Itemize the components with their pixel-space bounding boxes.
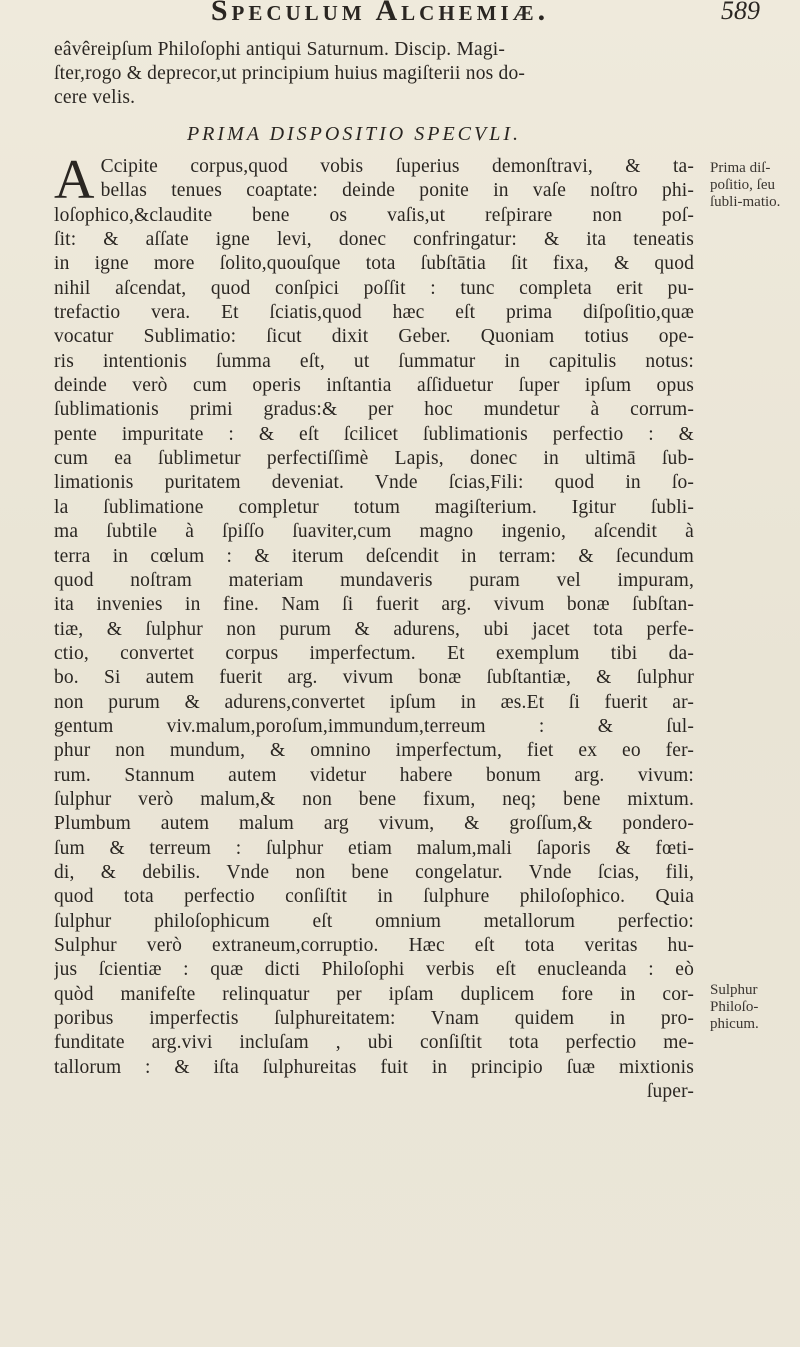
intro-paragraph: [54, 38, 694, 111]
text-line: ſit: & aſſate igne levi, donec confringatur: & ita teneatis: [54, 229, 694, 251]
text-line: bellas tenues coaptate: deinde ponite in vaſe noſtro phi-: [100, 180, 694, 202]
text-line: quod noſtram materiam mundaveris puram vel impuram,: [54, 569, 694, 591]
text-line: limationis puritatem deveniat. Vnde ſcias,Fili: quod in ſo-: [54, 472, 694, 494]
text-line: quod tota perfectio conſiſtit in ſulphure philoſophico. Quia: [54, 886, 694, 908]
page-header: [60, 0, 760, 34]
text-line: pente impuritate : & eſt ſcilicet ſublimationis perfectio : &: [54, 423, 694, 445]
main-paragraph: [54, 149, 694, 1104]
text-line: ſulphur verò malum,& non bene fixum, neq; bene mixtum.: [54, 788, 694, 810]
text-line: nihil aſcendat, quod conſpici poſſit : tunc completa erit pu-: [54, 277, 694, 299]
text-line: ma ſubtile à ſpiſſo ſuaviter,cum magno ingenio, aſcendit à: [54, 521, 694, 543]
text-line: ſublimationis primi gradus:& per hoc mundetur à corrum-: [54, 399, 694, 421]
text-line: ſuper-: [646, 1081, 694, 1103]
text-line: non purum & adurens,convertet ipſum in æs.Et ſi fuerit ar-: [54, 691, 694, 713]
text-line: Sulphur verò extraneum,corruptio. Hæc eſt tota veritas hu-: [54, 935, 694, 956]
text-line: loſophico,&claudite bene os vaſis,ut reſpirare non poſ-: [54, 204, 694, 226]
running-title: Speculum Alchemiæ.: [210, 0, 550, 27]
text-line: ris intentionis ſumma eſt, ut ſummatur in capitulis notus:: [54, 350, 694, 372]
margin-note-prima-dispositio: Prima diſ-poſitio, ſeu ſubli-matio.: [710, 160, 781, 210]
intro-line: eâvêreipſum Philoſophi antiqui Saturnum. Discip. Magi-: [54, 39, 506, 60]
text-line: funditate arg.vivi incluſam , ubi conſiſtit tota perfectio me-: [54, 1032, 694, 1054]
text-line: cum ea ſublimetur perfectiſſimè Lapis, donec in ultimā ſub-: [54, 448, 694, 470]
section-title: PRIMA DISPOSITIO SPECVLI.: [186, 123, 522, 145]
intro-line: ſter,rogo & deprecor,ut principium huius magiſterii nos do-: [54, 63, 526, 85]
text-line: bo. Si autem fuerit arg. vivum bonæ ſubſtantiæ, & ſulphur: [54, 667, 694, 689]
text-line: poribus imperfectis ſulphureitatem: Vnam quidem in pro-: [54, 1008, 694, 1030]
text-line: rum. Stannum autem videtur habere bonum arg. vivum:: [54, 764, 694, 786]
text-line: ſum & terreum : ſulphur etiam malum,mali ſaporis & fœti-: [54, 837, 694, 859]
text-line: trefactio vera. Et ſciatis,quod hæc eſt prima diſpoſitio,quæ: [54, 302, 694, 324]
text-line: gentum viv.malum,poroſum,immundum,terreum : & ſul-: [54, 715, 694, 737]
drop-cap: A: [54, 149, 95, 211]
text-line: ſulphur philoſophicum eſt omnium metallorum perfectio:: [54, 910, 694, 932]
text-line: tiæ, & ſulphur non purum & adurens, ubi jacet tota perfe-: [54, 618, 694, 640]
text-line: phur non mundum, & omnino imperfectum, fiet ex eo fer-: [54, 740, 694, 762]
text-line: di, & debilis. Vnde non bene congelatur. Vnde ſcias, fili,: [54, 861, 694, 883]
text-line: terra in cœlum : & iterum deſcendit in terram: & ſecundum: [54, 545, 694, 567]
text-line: tallorum : & iſta ſulphureitas fuit in principio ſuæ mixtionis: [54, 1056, 694, 1078]
intro-line: cere velis.: [54, 87, 136, 109]
text-line: quòd manifeſte relinquatur per ipſam duplicem fore in cor-: [54, 983, 694, 1005]
text-line: Plumbum autem malum arg vivum, & groſſum,& pondero-: [54, 813, 694, 835]
text-line: jus ſcientiæ : quæ dicti Philoſophi verbis eſt enucleanda : eò: [54, 959, 694, 981]
text-line: in igne more ſolito,quouſque tota ſubſtātia ſit fixa, & quod: [54, 253, 694, 275]
page-number: 589: [721, 0, 760, 25]
text-line: ctio, convertet corpus imperfectum. Et exemplum tibi da-: [54, 642, 694, 664]
text-line: deinde verò cum operis inſtantia aſſiduetur ſuper ipſum opus: [54, 375, 694, 397]
text-line: vocatur Sublimatio: ſicut dixit Geber. Quoniam totius ope-: [54, 326, 694, 348]
text-line: Ccipite corpus,quod vobis ſuperius demonſtravi, & ta-: [100, 156, 694, 177]
margin-note-sulphur: Sulphur Philoſo-phicum.: [710, 982, 759, 1032]
text-line: la ſublimatione completur totum magiſterium. Igitur ſubli-: [54, 496, 694, 518]
text-line: ita invenies in fine. Nam ſi fuerit arg. vivum bonæ ſubſtan-: [54, 594, 694, 616]
